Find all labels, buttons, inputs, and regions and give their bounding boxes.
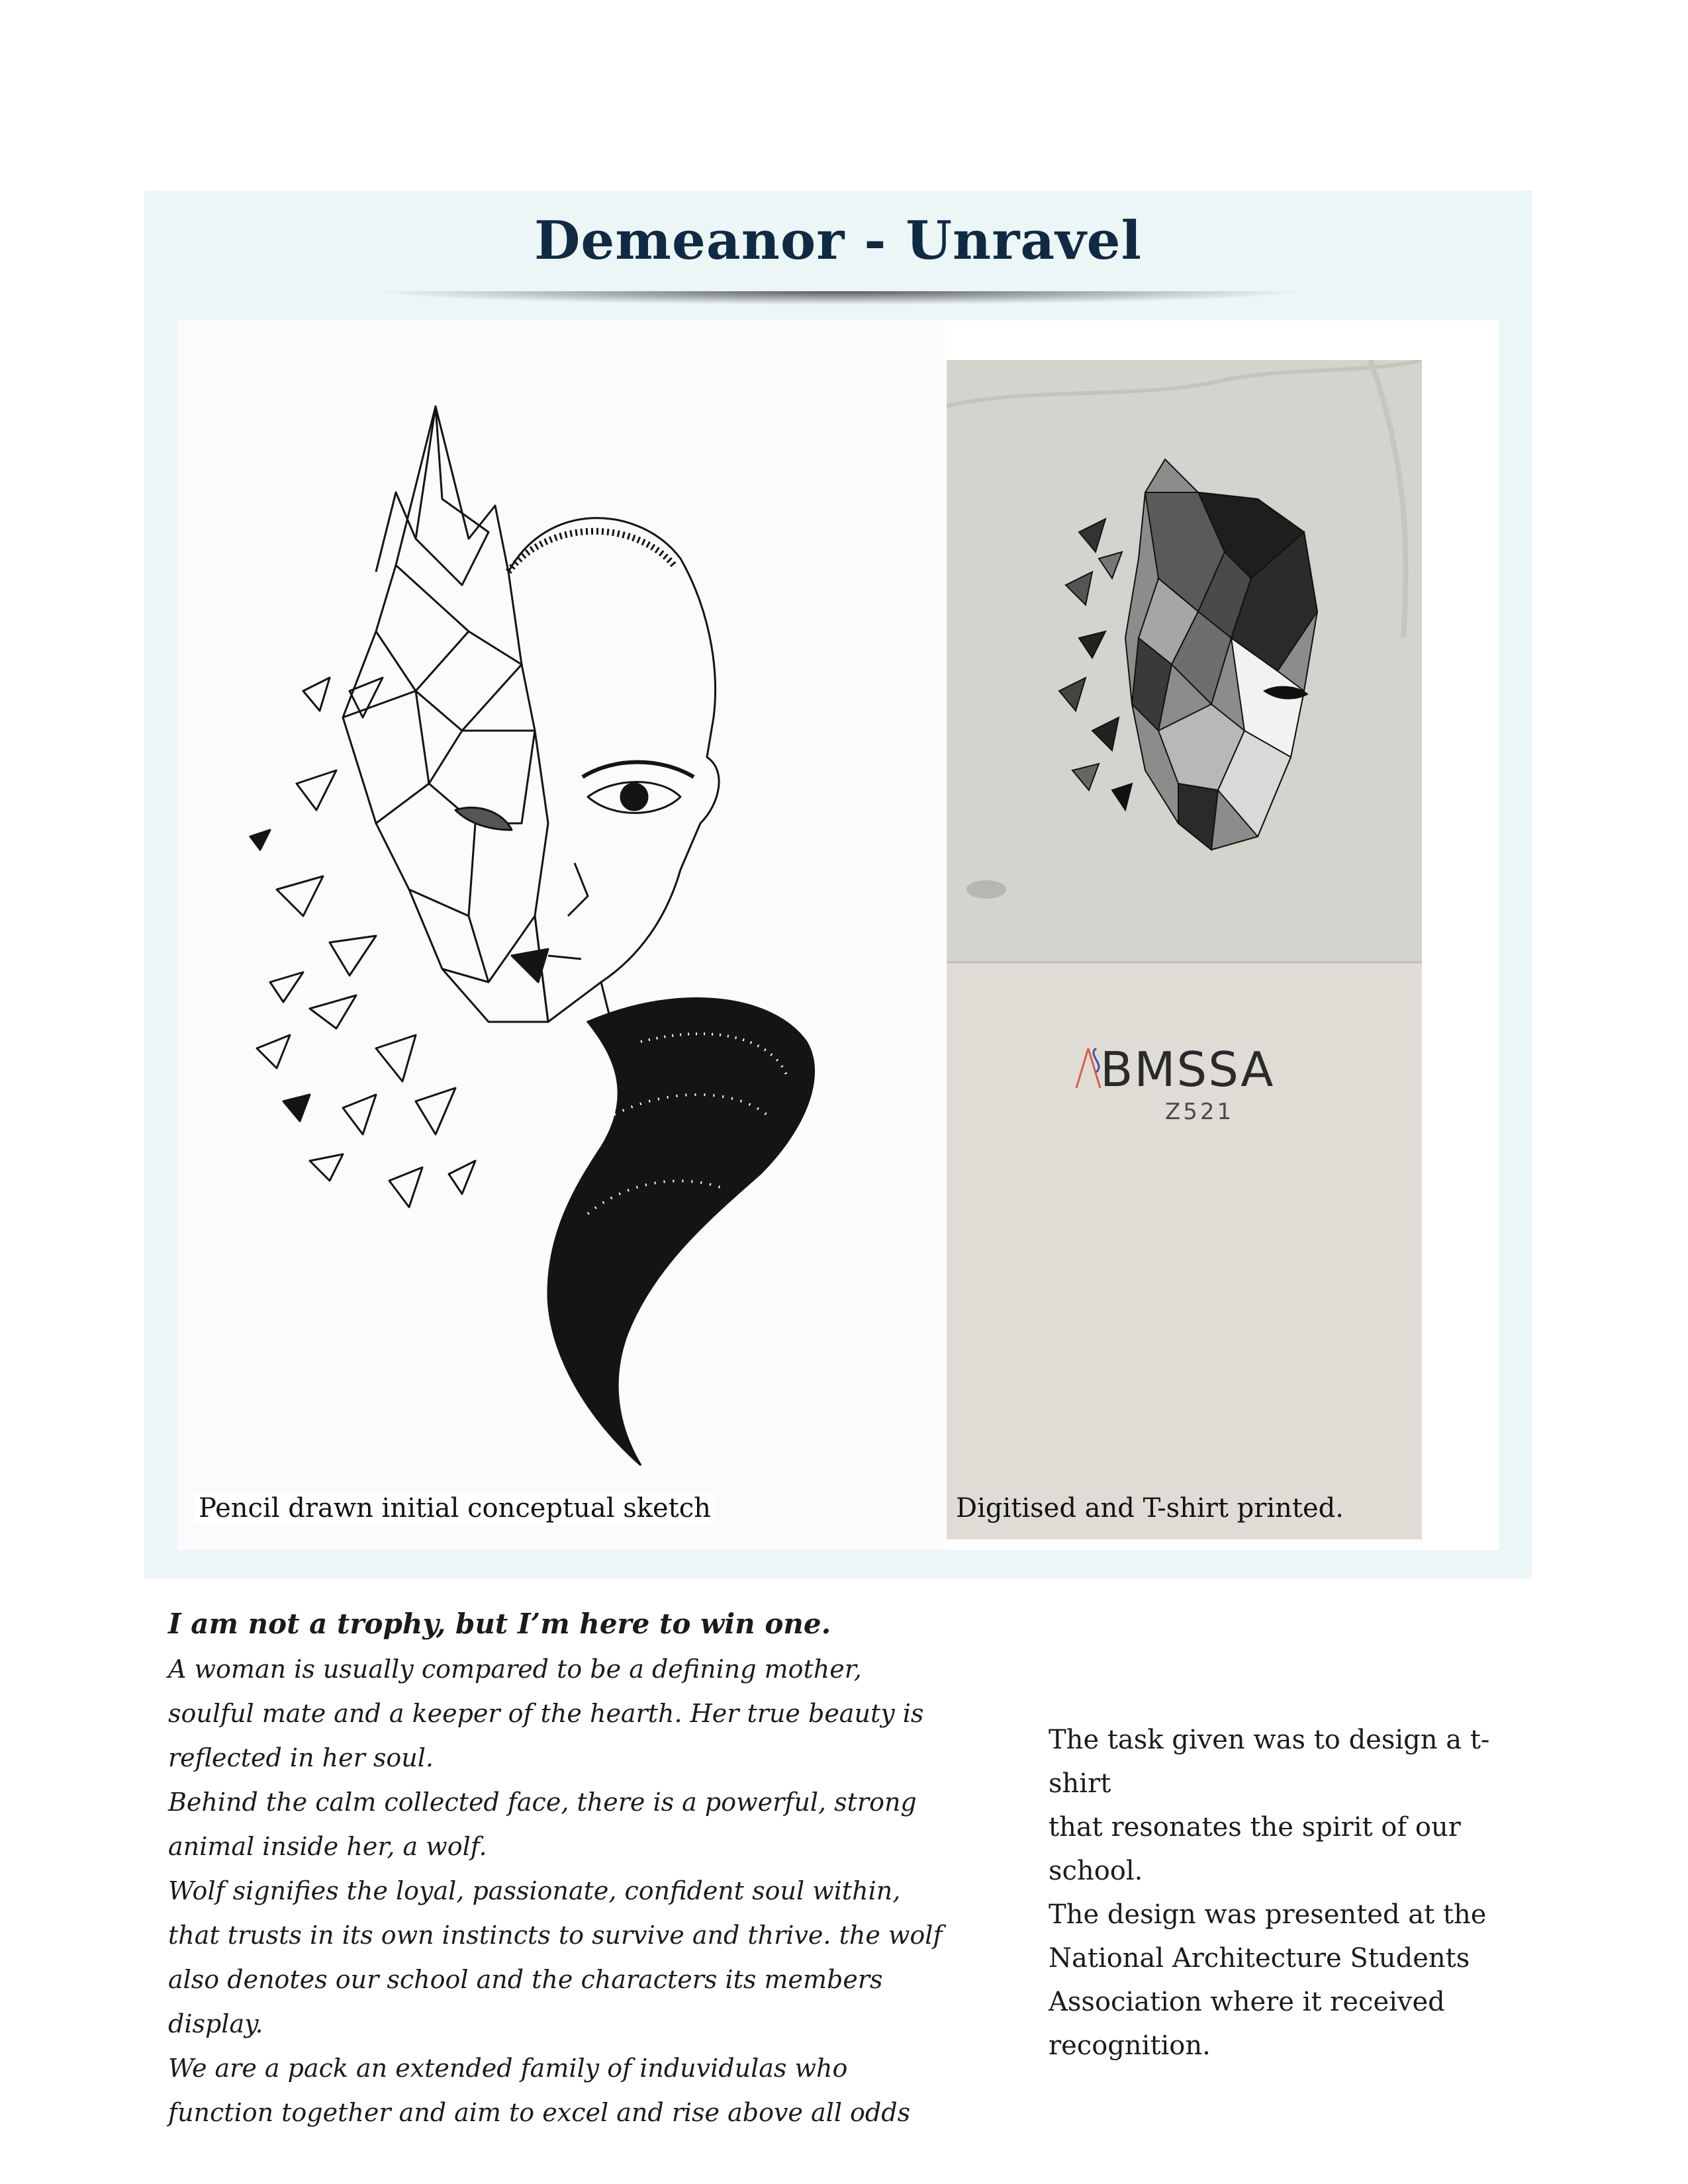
tshirt-print-illustration [947, 360, 1422, 1539]
project-panel [144, 191, 1532, 1579]
wolf-woman-sketch-illustration [177, 320, 945, 1550]
concept-line: animal inside her, a wolf. [168, 1832, 487, 1861]
concept-tagline: I am not a trophy, but I’m here to win one. [168, 1608, 831, 1640]
title-divider [383, 291, 1296, 304]
concept-line: function together and aim to excel and rise above all odds [168, 2098, 911, 2127]
concept-line: reflected in her soul. [168, 1743, 434, 1772]
task-line: Association where it received [1049, 1987, 1445, 2017]
task-line: The design was presented at the [1049, 1899, 1487, 1930]
tshirt-caption: Digitised and T-shirt printed. [956, 1493, 1344, 1524]
concept-line: Behind the calm collected face, there is a powerful, strong [168, 1788, 917, 1817]
image-gallery [177, 320, 1499, 1550]
logo-name: BMSSA [1100, 1042, 1275, 1097]
sketch-caption: Pencil drawn initial conceptual sketch [195, 1493, 715, 1524]
task-line: that resonates the spirit of our [1049, 1812, 1461, 1843]
logo-code: Z521 [1165, 1099, 1235, 1125]
page-title: Demeanor - Unravel [534, 209, 1142, 271]
concept-line: A woman is usually compared to be a defining mother, [168, 1655, 862, 1684]
concept-line: display. [168, 2009, 263, 2038]
task-line: The task given was to design a t-shirt [1049, 1725, 1490, 1799]
concept-description [168, 1602, 949, 2135]
concept-line: soulful mate and a keeper of the hearth. Her true beauty is [168, 1699, 924, 1728]
concept-line: also denotes our school and the characters its members [168, 1965, 883, 1994]
task-line: recognition. [1049, 2030, 1211, 2061]
concept-line: that trusts in its own instincts to survive and thrive. the wolf [168, 1921, 943, 1950]
concept-line: Wolf signifies the loyal, passionate, confident soul within, [168, 1876, 901, 1905]
task-line: school. [1049, 1856, 1143, 1886]
task-description [1049, 1718, 1552, 2068]
tshirt-photo [947, 360, 1422, 1539]
task-line: National Architecture Students [1049, 1943, 1470, 1974]
concept-line: We are a pack an extended family of induvidulas who [168, 2054, 848, 2083]
sketch-image [177, 320, 945, 1550]
